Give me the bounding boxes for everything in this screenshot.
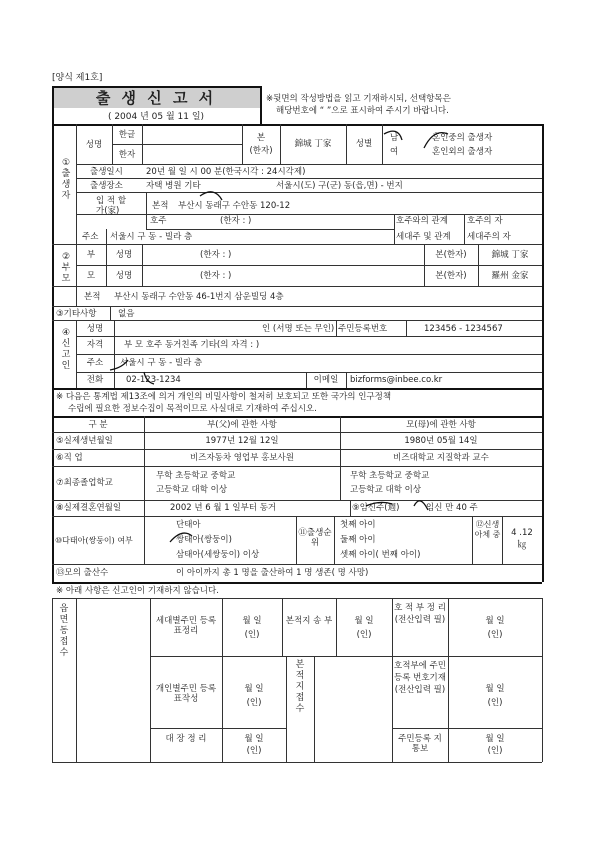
other-matters-label: ③기타사항 <box>56 309 97 319</box>
check-mark-male <box>384 131 402 140</box>
stats-col-division: 구 분 <box>88 420 108 430</box>
other-matters-value[interactable]: 없음 <box>118 309 135 319</box>
reporter-phone-value[interactable]: 02-123-1234 <box>126 375 181 385</box>
office-r1c-seal: (인) <box>487 630 503 640</box>
office-r2c-seal: (인) <box>487 698 503 708</box>
section-child-label: ①출생자 <box>61 158 71 201</box>
office-r2c-date: 월 일 <box>485 684 505 694</box>
order-first-option[interactable]: 첫째 아이 <box>340 520 376 530</box>
mother-bon-value[interactable]: 羅州 金家 <box>491 271 529 281</box>
reporter-qualification-label: 자격 <box>86 340 104 350</box>
child-sex-label: 성별 <box>355 139 373 149</box>
instruction-line-2: 해당번호에 “ ”으로 표시하여 주시기 바랍니다. <box>276 106 449 116</box>
order-third-option[interactable]: 셋째 아이( 번째 아이) <box>340 550 421 560</box>
parent-birthdate-label: ⑤실제생년월일 <box>56 436 113 446</box>
reporter-rrn-label: 주민등록번호 <box>338 324 388 334</box>
check-mark-single <box>170 533 192 542</box>
newborn-weight-unit: ㎏ <box>517 540 527 550</box>
sex-male-option[interactable]: 남 <box>390 133 399 143</box>
hoju-relation-label: 호주와의 관계 <box>396 216 448 226</box>
multi-triplet-option[interactable]: 삼태아(세쌍둥이) 이상 <box>176 550 260 560</box>
order-second-option[interactable]: 둘째 아이 <box>340 535 376 545</box>
parent-job-label: ⑥직 업 <box>56 453 83 463</box>
form-title: 출 생 신 고 서 <box>52 88 260 108</box>
reporter-address-label: 주소 <box>86 358 104 368</box>
child-honjeok-value[interactable]: 부산시 동래구 수안동 120-12 <box>178 201 291 211</box>
father-education-line-1[interactable]: 무학 초등학교 중학교 <box>156 471 236 481</box>
child-bon-label: 본 <box>256 133 266 143</box>
enter-family-label-2: 가(家) <box>96 206 120 216</box>
stats-col-mother: 모(母)에 관한 사항 <box>406 420 476 430</box>
office-personal-label: 개인별주민 등록표작성 <box>155 684 217 704</box>
pregnancy-weeks-label: ⑨임신주(週) <box>352 503 400 513</box>
parent-education-label: ⑦최종졸업학교 <box>56 478 113 488</box>
child-honjeok-label: 본적 <box>152 201 169 211</box>
multi-single-option[interactable]: 단태아 <box>176 520 201 530</box>
reporter-address-value[interactable]: 서울시 구 동 - 빌라 층 <box>120 358 203 368</box>
child-address-label: 주소 <box>82 232 99 242</box>
check-mark-marital <box>424 133 448 148</box>
report-date: ( 2004 년 05 월 11 일) <box>107 112 205 122</box>
check-mark-reporter <box>110 360 128 370</box>
office-r3-seal: (인) <box>246 746 262 756</box>
statistics-note-1: ※ 다음은 통계법 제13조에 의거 개인의 비밀사항이 철저히 보호되고 또한 국가의 인구정책 <box>56 392 392 402</box>
pregnancy-weeks-value[interactable]: 임신 만 40 주 <box>426 503 478 513</box>
child-address-value[interactable]: 서울시 구 동 - 빌라 층 <box>110 232 193 242</box>
form-number: [양식 제1호] <box>52 73 103 83</box>
hoju-relation-value[interactable]: 호주의 자 <box>467 216 503 226</box>
newborn-weight-label: ⑫신생아체 중 <box>474 520 501 539</box>
father-name-label: 성명 <box>115 250 133 260</box>
reporter-rrn-value[interactable]: 123456 - 1234567 <box>424 324 503 334</box>
office-r1b-date: 월 일 <box>354 616 374 626</box>
father-education-line-2[interactable]: 고등학교 대학 이상 <box>156 485 228 495</box>
child-bon-hanja: (한자) <box>249 146 273 156</box>
office-r1b-seal: (인) <box>356 630 372 640</box>
mother-births-value[interactable]: 이 아이까지 총 1 명을 출산하여 1 명 생존( 명 사망) <box>176 568 369 578</box>
mother-birthdate[interactable]: 1980년 05월 14일 <box>404 436 478 446</box>
hoju-label: 호주 <box>150 216 167 226</box>
multi-twin-option[interactable]: 쌍태아(쌍둥이) <box>176 535 232 545</box>
father-bon-value[interactable]: 錦城 丁家 <box>491 250 529 260</box>
household-head-label: 세대주 및 관계 <box>396 232 451 242</box>
office-ledger-label: 대 장 정 리 <box>165 734 207 744</box>
office-r2-seal: (인) <box>246 698 262 708</box>
child-hanja-label: 한자 <box>118 150 136 160</box>
birth-place-label: 출생장소 <box>90 181 123 191</box>
section-parents-label: ②부모 <box>61 252 71 284</box>
office-r3-date: 월 일 <box>244 734 264 744</box>
office-receipt-label: 읍면동접수 <box>59 604 69 658</box>
birth-order-label: ⑪출생순위 <box>298 528 332 548</box>
office-rrn-entry-label: 호적부에 주민등록 번호기재 (전산입력 필) <box>394 661 446 695</box>
office-send-label: 본적지 송 부 <box>285 616 333 626</box>
reporter-phone-label: 전화 <box>86 375 104 385</box>
instruction-line-1: ※뒷면의 작성방법을 읽고 기재하시되, 선택항목은 <box>266 94 451 104</box>
mother-job[interactable]: 비즈대학교 지질학과 교수 <box>393 453 489 463</box>
stats-col-father: 부(父)에 관한 사항 <box>207 420 277 430</box>
marriage-date-label: ⑧실제결혼연월일 <box>56 503 122 513</box>
parents-honjeok-value[interactable]: 부산시 동래구 수안동 46-1번지 삼운빌딩 4층 <box>114 292 284 302</box>
child-name-label: 성명 <box>85 140 103 150</box>
reporter-qualification-value[interactable]: 부 모 호주 동거친족 기타(의 자격 : ) <box>124 340 260 350</box>
reporter-email-label: 이메일 <box>313 375 339 385</box>
check-mark-hospital <box>200 192 222 200</box>
office-r1-date: 월 일 <box>242 616 262 626</box>
multiple-birth-label: ⑩다태아(쌍둥이) 여부 <box>55 536 133 545</box>
mother-hanja-value[interactable]: (한자 : ) <box>200 271 232 281</box>
check-mark-first-child <box>366 502 392 506</box>
reporter-email-value[interactable]: bizforms@inbee.co.kr <box>350 375 443 385</box>
section-reporter-label: ④신고인 <box>61 328 71 371</box>
office-r3c-seal: (인) <box>487 746 503 756</box>
mother-education-line-2[interactable]: 고등학교 대학 이상 <box>350 485 422 495</box>
child-bon-value: 錦城 丁家 <box>294 139 332 149</box>
household-head-value[interactable]: 세대주의 자 <box>467 232 511 242</box>
father-job[interactable]: 비즈자동차 영업부 홍보사원 <box>190 453 294 463</box>
office-origin-receipt-label: 본적지접수 <box>295 660 305 714</box>
enter-family-label-1: 입 적 할 <box>96 196 127 206</box>
sex-female-option[interactable]: 여 <box>390 147 399 157</box>
marital-out-option[interactable]: 혼인외의 출생자 <box>432 147 493 157</box>
birth-place-value[interactable]: 서울시(도) 구(군) 동(읍,면) - 번지 <box>276 181 403 191</box>
child-hangul-label: 한글 <box>118 130 136 140</box>
check-mark-pregnancy <box>414 501 428 510</box>
father-birthdate[interactable]: 1977년 12월 12일 <box>205 436 279 446</box>
parents-honjeok-label: 본적 <box>84 292 101 302</box>
check-mark-phone <box>144 372 154 384</box>
mother-education-line-1[interactable]: 무학 초등학교 중학교 <box>350 471 430 481</box>
father-bon-label: 본(한자) <box>435 250 467 260</box>
office-r1c-date: 월 일 <box>485 616 505 626</box>
reporter-seal: 인 (서명 또는 무인) <box>262 324 335 334</box>
mother-bon-label: 본(한자) <box>435 271 467 281</box>
hoju-value[interactable]: (한자 : ) <box>220 216 252 226</box>
statistics-note-2: 수립에 필요한 정보수집이 목적이므로 사실대로 기재하여 주십시오. <box>68 404 317 414</box>
marriage-date-value[interactable]: 2002 년 6 월 1 일부터 동거 <box>170 503 277 513</box>
mother-label: 모 <box>86 271 96 281</box>
office-r2-date: 월 일 <box>244 684 264 694</box>
newborn-weight-value[interactable]: 4 .12 <box>511 528 533 538</box>
office-r1-seal: (인) <box>244 630 260 640</box>
birth-datetime-label: 출생일시 <box>90 167 123 177</box>
father-label: 부 <box>86 250 96 260</box>
mother-name-label: 성명 <box>115 271 133 281</box>
mother-births-label: ⑬모의 출산수 <box>56 568 109 578</box>
father-hanja-value[interactable]: (한자 : ) <box>200 250 232 260</box>
office-r3c-date: 월 일 <box>485 734 505 744</box>
marital-in-option[interactable]: 혼인중의 출생자 <box>432 133 493 143</box>
birth-place-options[interactable]: 자택 병원 기타 <box>146 181 201 191</box>
office-register-label: 호 적 부 정 리 (전산입력 필) <box>394 603 446 625</box>
office-notify-label: 주민등록 지 통보 <box>398 734 442 754</box>
office-household-label: 세대별주민 등록표정리 <box>155 616 217 636</box>
office-use-note: ※ 아래 사항은 신고인이 기재하지 않습니다. <box>56 586 219 596</box>
birth-datetime-value[interactable]: 20년 월 일 시 00 분(한국시각 : 24시각제) <box>146 167 306 177</box>
reporter-name-label: 성명 <box>86 324 104 334</box>
